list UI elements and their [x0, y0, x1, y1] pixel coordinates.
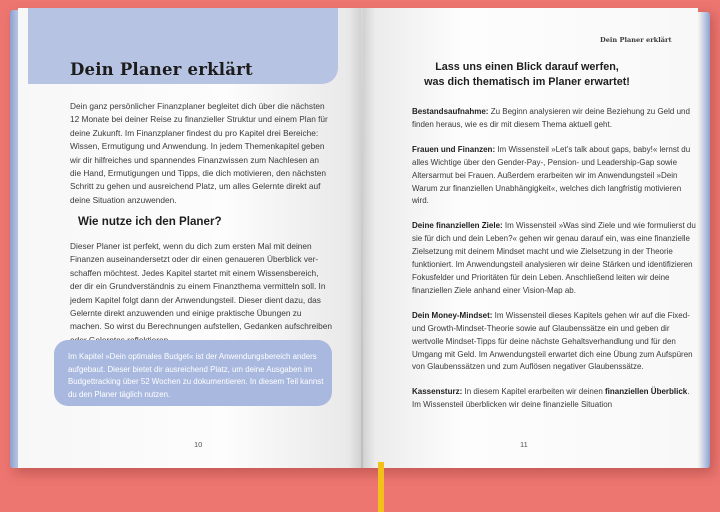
right-page	[362, 8, 698, 468]
bookmark-ribbon	[378, 462, 384, 512]
page-title: Dein Planer erklärt	[70, 60, 253, 79]
topic-emphasis: finanziellen Überblick	[605, 387, 688, 397]
intro-paragraph: Dein ganz persönlicher Finanzplaner begleitet dich über die nächsten 12 Monate bei deiner Reise zu finanzieller Struktur und einem Plan für deine Zukunft. Im Finanzplaner findest du pro Kapitel drei Bereiche: Wissen, Ermutigung und Anwendung. In jedem Themenkapitel geben wir dir hilfreiches und spannendes Finanzwissen zum Nachlesen an die Hand, Ermutigungen und Tipps, die dich motivieren, den nächsten Schritt zu gehen und ausreichend Platz, um alles Gelernte direkt auf deine Situation anzuwenden.	[70, 101, 328, 205]
topic-item	[412, 220, 698, 297]
topic-list	[412, 106, 698, 424]
info-callout	[54, 340, 332, 406]
topic-label: Frauen und Finanzen:	[412, 144, 496, 154]
topic-item	[412, 386, 698, 412]
page-number: 11	[520, 440, 528, 449]
page-number: 10	[194, 440, 203, 449]
topic-item	[412, 310, 698, 375]
topic-item	[412, 106, 698, 132]
section-heading: Wie nutze ich den Planer?	[78, 215, 222, 228]
book-cover-edge-right	[696, 12, 710, 468]
heading-line-1: Lass uns einen Blick darauf werfen,	[435, 61, 619, 73]
topic-label: Bestandsaufnahme:	[412, 107, 489, 116]
topic-description: Im Wissensteil »Let’s talk about gaps, baby!« lernst du alles Wichtige über den Gender-Pay-, Pension- und Leadership-Gap sowie Altersarmut bei Frauen. Außerdem erarbeiten wir im Anwendungsteil »Dein Warum zur finanziellen Unabhängigkeit«, welches dich langfristig motivieren wird.	[412, 144, 691, 206]
topic-description: In diesem Kapitel erarbeiten wir deinen	[462, 387, 605, 397]
topic-label: Deine finanziellen Ziele:	[412, 221, 503, 231]
topic-label: Dein Money-Mindset:	[412, 310, 493, 320]
book-spine	[361, 8, 363, 468]
topic-item	[412, 144, 698, 209]
usage-paragraph: Dieser Planer ist perfekt, wenn du dich zum ersten Mal mit deinen Finanzen auseinandersetzt oder dir einen genaueren Überblick verschaffen möchtest. Jedes Kapitel startet mit einem Wissensbereich, der dir ein Grundverständnis zu einem Finanzthema vermitteln soll. In jedem Kapitel folgt dann der Anwendungsteil. Dieser dient dazu, das Gelernte direkt anzuwenden und einige praktische Übungen zu machen. So wirst du Berechnungen aufstellen, Gedanken aufschreiben	[70, 241, 332, 332]
page-heading	[402, 60, 652, 90]
topic-description-cont: . Im Wissensteil überblicken wir deine finanzielle Situation	[412, 387, 690, 410]
topic-description: Zu Beginn analysieren wir deine Beziehung zu Geld und finden heraus, wie es dir mit diesem Thema aktuell geht.	[412, 107, 690, 129]
heading-line-2: was dich thematisch im Planer erwartet!	[424, 76, 630, 88]
callout-text: Im Kapitel »Dein optimales Budget« ist der Anwendungsbereich anders aufgebaut. Dieser bietet dir ausreichend Platz, um deine Ausgaben im Budgettracking über 52 Wochen zu dokumentieren. In diesem Teil kannst du den Planer täglich nutzen.	[68, 352, 324, 399]
topic-description: Im Wissensteil dieses Kapitels gehen wir auf die Fixed- und Growth-Mindset-Theorie sowie auf Glaubenssätze ein und geben dir wertvolle Mindset-Tipps für deine nächste Gehaltsverhandlung und für den Umgang mit Geld. Im Anwendungsteil erwartet dich eine Übung zum Aufspüren von Glaubenssätzen und zum Auflösen negativer Glaubenssätze.	[412, 310, 693, 372]
topic-description: Im Wissensteil »Was sind Ziele und wie formulierst du sie für dich und dein Leben?« gehen wir genau darauf ein, was eine finanzielle Zielsetzung mit deinem Mindset macht und wie Zielsetzung in der Theorie funktioniert. Im Anwendungsteil analysieren wir deine Stärken und identifizieren Fokusfelder und Prioritäten für dein Leben. Anschließend leiten wir deine finanziellen Ziele anhand einer Vision-Map ab.	[412, 221, 696, 295]
left-page	[18, 8, 362, 468]
topic-label: Kassensturz:	[412, 387, 463, 397]
running-head: Dein Planer erklärt	[600, 36, 672, 44]
